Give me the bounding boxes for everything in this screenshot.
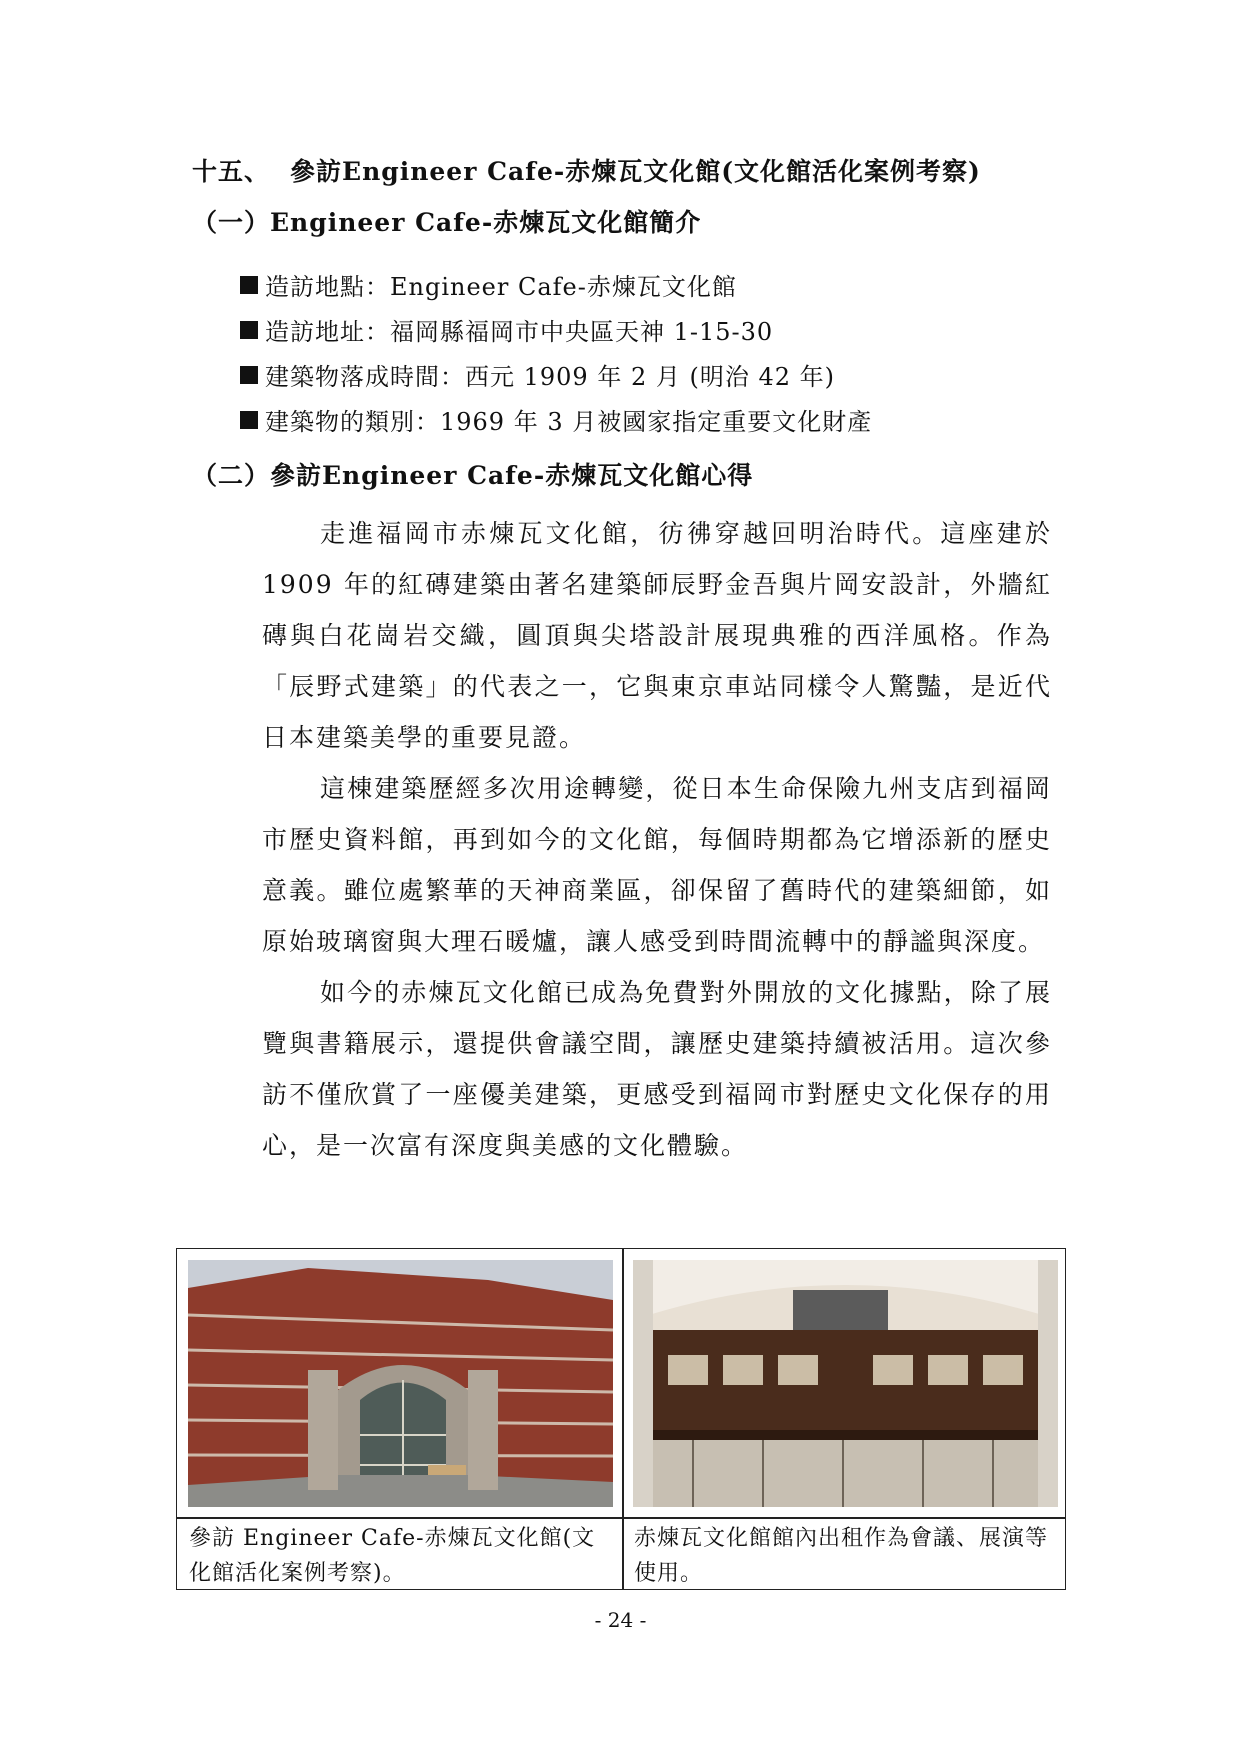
- square-bullet-icon: [240, 366, 258, 384]
- subsection-1-heading: （一）Engineer Cafe-赤煉瓦文化館簡介: [192, 208, 702, 237]
- photo-caption: 參訪 Engineer Cafe-赤煉瓦文化館(文化館活化案例考察)。: [189, 1526, 596, 1586]
- square-bullet-icon: [240, 321, 258, 339]
- bullet-item: [240, 262, 872, 307]
- table-divider: [622, 1249, 624, 1589]
- subsection-2-heading: （二）參訪Engineer Cafe-赤煉瓦文化館心得: [192, 461, 754, 490]
- bullet-item: [240, 307, 872, 352]
- section-heading: [192, 152, 981, 188]
- bullet-item: [240, 352, 872, 397]
- paragraph: 如今的赤煉瓦文化館已成為免費對外開放的文化據點，除了展覽與書籍展示，還提供會議空間，讓歷史建築持續被活用。這次參訪不僅欣賞了一座優美建築，更感受到福岡市對歷史文化保存的用心，是一次富有深度與美感的文化體驗。: [262, 978, 1052, 1160]
- page-number: - 24 -: [594, 1608, 647, 1632]
- square-bullet-icon: [240, 276, 258, 294]
- bullet-item: [240, 397, 872, 442]
- info-bullet-list: [240, 262, 872, 442]
- table-divider: [177, 1517, 1065, 1519]
- section-title-text: 參訪Engineer Cafe-赤煉瓦文化館(文化館活化案例考察): [290, 157, 981, 186]
- paragraph: 這棟建築歷經多次用途轉變，從日本生命保險九州支店到福岡市歷史資料館，再到如今的文化館，每個時期都為它增添新的歷史意義。雖位處繁華的天神商業區，卻保留了舊時代的建築細節，如原始玻璃窗與大理石暖爐，讓人感受到時間流轉中的靜謐與深度。: [262, 774, 1052, 956]
- red-brick-building-facade-photo: [188, 1260, 613, 1507]
- paragraph: 走進福岡市赤煉瓦文化館，彷彿穿越回明治時代。這座建於 1909 年的紅磚建築由著名建築師辰野金吾與片岡安設計，外牆紅磚與白花崗岩交織，圓頂與尖塔設計展現典雅的西洋風格。作為「辰野式建築」的代表之一，它與東京車站同樣令人驚豔，是近代日本建築美學的重要見證。: [262, 519, 1052, 752]
- reflection-body: [262, 508, 1052, 1171]
- interior-wooden-counter-photo: [633, 1260, 1058, 1507]
- photo-caption: 赤煉瓦文化館館內出租作為會議、展演等使用。: [634, 1526, 1049, 1586]
- bullet-text: 造訪地點：Engineer Cafe-赤煉瓦文化館: [265, 273, 737, 301]
- bullet-text: 建築物落成時間：西元 1909 年 2 月 (明治 42 年): [265, 363, 836, 391]
- square-bullet-icon: [240, 411, 258, 429]
- bullet-text: 造訪地址：福岡縣福岡市中央區天神 1-15-30: [265, 318, 774, 346]
- section-number: 十五、: [192, 157, 271, 186]
- photo-table: [176, 1248, 1066, 1590]
- bullet-text: 建築物的類別：1969 年 3 月被國家指定重要文化財產: [265, 408, 873, 436]
